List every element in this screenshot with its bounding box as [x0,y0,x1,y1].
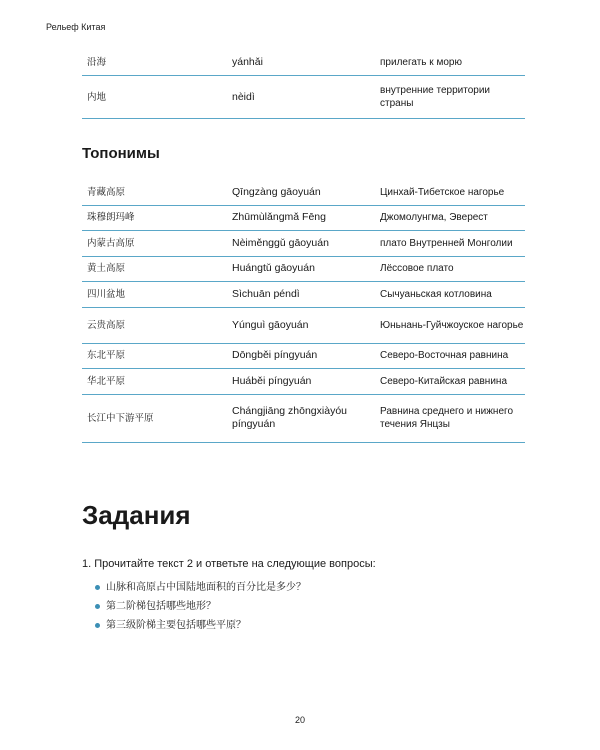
hanzi-cell: 东北平原 [87,350,126,362]
bullet-icon [95,623,100,628]
section-heading-toponyms: Топонимы [82,145,160,162]
translation-cell: внутренние территории страны [380,85,491,109]
table-row [82,369,525,395]
table-row [82,231,525,257]
page-number: 20 [294,715,305,725]
pinyin-cell: Yúnguì gāoyuán [232,318,309,331]
hanzi-cell: 沿海 [87,57,107,68]
bullet-icon [95,604,100,609]
translation-cell: Равнина среднего и нижнего течения Янцзы [380,406,514,430]
task-1-prompt: 1. Прочитайте текст 2 и ответьте на следующие вопросы: [82,558,376,570]
translation-cell: Северо-Восточная равнина [380,350,509,362]
list-item [95,578,306,597]
task-1-questions [95,578,306,635]
table-row [82,50,525,76]
hanzi-cell: 长江中下游平原 [87,412,154,424]
pinyin-cell: yánhǎi [232,56,263,68]
table-row [82,308,525,344]
question-text: 山脉和高原占中国陆地面积的百分比是多少？ [106,582,306,593]
hanzi-cell: 云贵高原 [87,319,126,331]
vocabulary-table-top [82,50,525,119]
section-heading-tasks: Задания [82,500,191,530]
translation-cell: Юньнань-Гуйчжоуское нагорье [380,319,524,331]
question-text: 第二阶梯包括哪些地形？ [106,601,216,612]
table-row [82,282,525,308]
hanzi-cell: 四川盆地 [87,288,126,300]
pinyin-cell: Dōngběi píngyuán [232,349,318,362]
pinyin-cell: Sìchuān péndì [232,287,300,300]
pinyin-cell: Nèiměnggǔ gāoyuán [232,236,329,249]
translation-cell: Северо-Китайская равнина [380,375,508,387]
hanzi-cell: 珠穆朗玛峰 [87,212,135,224]
translation-cell: Джомолунгма, Эверест [380,212,488,224]
toponyms-table [82,180,525,443]
pinyin-cell: Huángtǔ gāoyuán [232,262,315,275]
hanzi-cell: 华北平原 [87,375,126,387]
table-row [82,76,525,119]
question-text: 第三级阶梯主要包括哪些平原？ [106,620,246,631]
translation-cell: плато Внутренней Монголии [380,237,513,249]
hanzi-cell: 内地 [87,91,107,103]
table-row [82,344,525,370]
list-item [95,616,306,635]
hanzi-cell: 青藏高原 [87,186,126,198]
table-row [82,395,525,443]
translation-cell: Цинхай-Тибетское нагорье [380,186,505,198]
pinyin-cell: Chángjiāng zhōngxiàyóu píngyuán [232,405,348,430]
translation-cell: Сычуаньская котловина [380,288,492,300]
pinyin-cell: Qīngzàng gāoyuán [232,185,321,198]
running-title: Рельеф Китая [46,22,106,32]
translation-cell: Лёссовое плато [380,263,454,275]
table-row [82,180,525,206]
translation-cell: прилегать к морю [380,57,462,68]
table-row [82,206,525,232]
hanzi-cell: 黄土高原 [87,263,126,275]
list-item [95,597,306,616]
table-row [82,257,525,283]
hanzi-cell: 内蒙古高原 [87,237,135,249]
bullet-icon [95,585,100,590]
pinyin-cell: nèidì [232,90,255,103]
pinyin-cell: Zhūmùlǎngmǎ Fēng [232,211,326,224]
pinyin-cell: Huáběi píngyuán [232,374,312,387]
